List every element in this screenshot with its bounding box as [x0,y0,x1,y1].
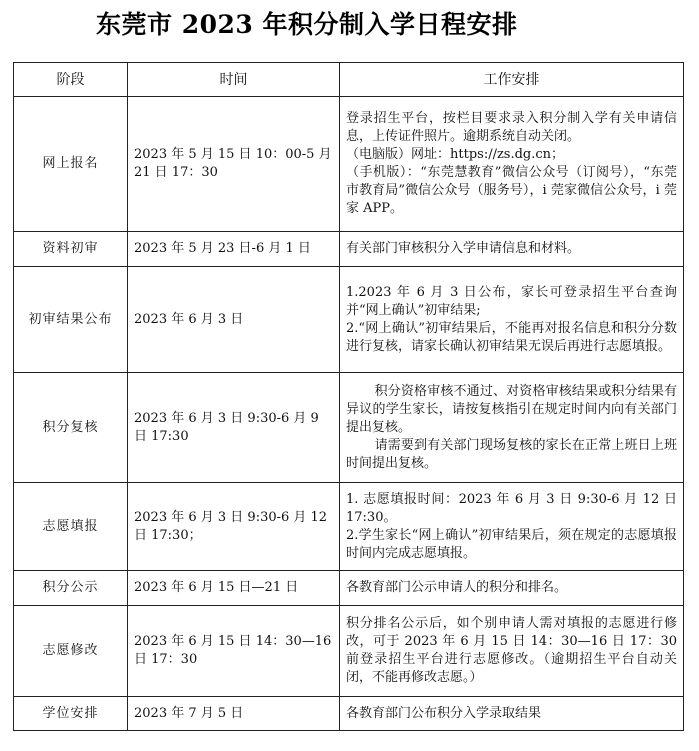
work-cell [340,697,684,731]
work-cell [340,267,684,373]
table-row [14,267,684,373]
time-cell: 2023 年 6 月 3 日 [128,267,340,373]
schedule-table [13,62,684,731]
stage-cell: 网上报名 [14,97,128,232]
time-cell: 2023 年 6 月 3 日 9:30-6 月 9 日 17:30 [128,373,340,483]
stage-cell: 志愿修改 [14,606,128,697]
time-cell: 2023 年 6 月 15 日 14：30—16 日 17：30 [128,606,340,697]
work-line: 2.学生家长“网上确认”初审结果后，须在规定的志愿填报时间内完成志愿填报。 [346,527,677,561]
header-work: 工作安排 [340,63,684,97]
work-line: 有关部门审核积分入学申请信息和材料。 [346,241,581,256]
work-line: 1.2023 年 6 月 3 日公布，家长可登录招生平台查询并“网上确认”初审结果; [346,284,677,318]
work-line: 2.“网上确认”初审结果后，不能再对报名信息和积分分数进行复核，请家长确认初审结果无误后再进行志愿填报。 [346,320,677,354]
page-title: 东莞市 2023 年积分制入学日程安排 [96,10,518,39]
work-line: 1. 志愿填报时间：2023 年 6 月 3 日 9:30-6 月 12 日 17:30。 [346,491,677,525]
stage-cell: 资料初审 [14,232,128,267]
work-line: 请需要到有关部门现场复核的家长在正常上班日上班时间提出复核。 [346,437,677,471]
table-row [14,373,684,483]
work-line: 各教育部门公布积分入学录取结果 [346,705,542,721]
table-row [14,606,684,697]
work-cell [340,373,684,483]
work-line: 各教育部门公示申请人的积分和排名。 [346,580,568,595]
work-line: （手机版）：“东莞慧教育”微信公众号（订阅号），“东莞市教育局”微信公众号（服务号），i 莞家微信公众号，i 莞家 APP。 [346,165,677,216]
work-cell [340,606,684,697]
time-cell: 2023 年 5 月 23 日-6 月 1 日 [128,232,340,267]
work-line: 登录招生平台，按栏目要求录入积分制入学有关申请信息，上传证件照片。逾期系统自动关闭。 [346,111,677,144]
table-row [14,483,684,571]
work-line: 积分资格审核不通过、对资格审核结果或积分结果有异议的学生家长，请按复核指引在规定时间内向有关部门提出复核。 [346,383,677,435]
table-row [14,232,684,267]
work-cell [340,483,684,571]
table-row [14,97,684,232]
time-cell: 2023 年 5 月 15 日 10：00-5 月 21 日 17：30 [128,97,340,232]
stage-cell: 积分公示 [14,571,128,606]
stage-cell: 初审结果公布 [14,267,128,373]
stage-cell: 积分复核 [14,373,128,483]
table-row [14,697,684,731]
time-cell: 2023 年 6 月 3 日 9:30-6 月 12 日 17:30； [128,483,340,571]
work-cell [340,97,684,232]
table-header-row [14,63,684,97]
stage-cell: 学位安排 [14,697,128,731]
work-cell [340,571,684,606]
time-cell: 2023 年 7 月 5 日 [128,697,340,731]
table-row [14,571,684,606]
header-time: 时间 [128,63,340,97]
work-line: （电脑版）网址：https://zs.dg.cn； [346,147,565,162]
work-line: 积分排名公示后，如个别申请人需对填报的志愿进行修改，可于 2023 年 6 月 15 日 14：30—16 日 17：30 前登录招生平台进行志愿修改。（逾期招生平台自动关闭，不能再修改志愿。） [346,616,677,685]
stage-cell: 志愿填报 [14,483,128,571]
header-stage: 阶段 [14,63,128,97]
work-cell [340,232,684,267]
time-cell: 2023 年 6 月 15 日—21 日 [128,571,340,606]
